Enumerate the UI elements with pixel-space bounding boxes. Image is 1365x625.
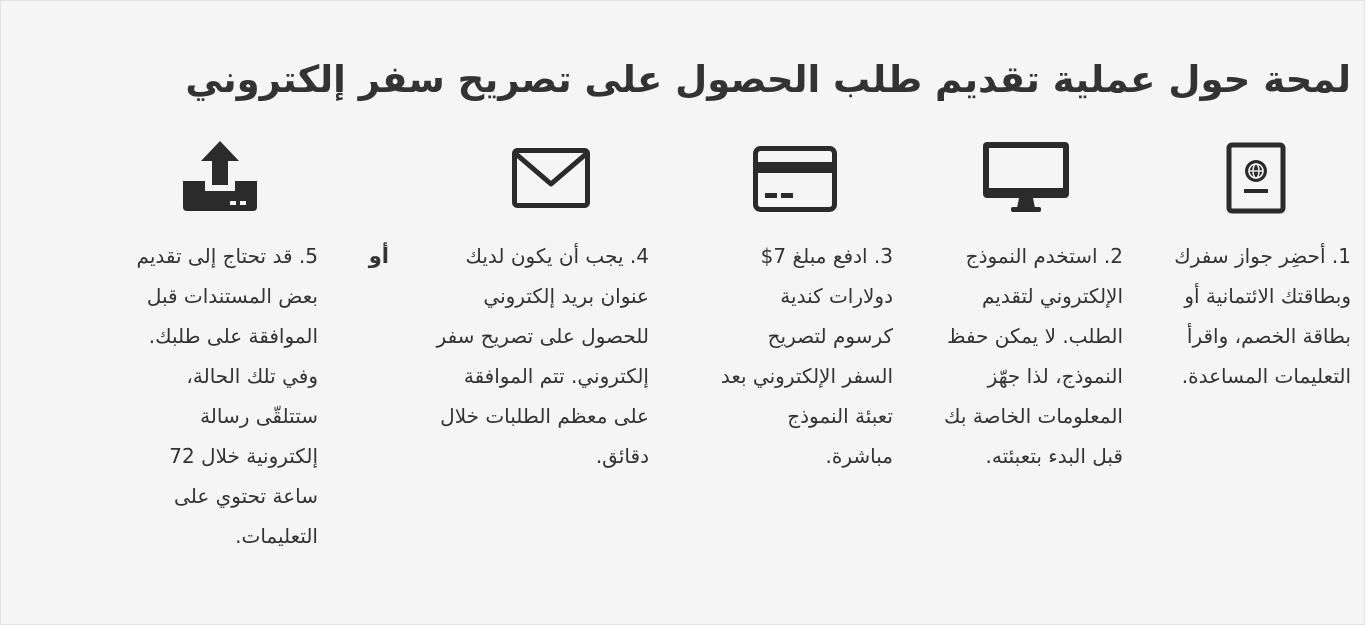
- monitor-icon: [983, 142, 1069, 214]
- step-3: [717, 236, 893, 476]
- page-title: لمحة حول عملية تقديم طلب الحصول على تصريح سفر إلكتروني: [185, 58, 1351, 101]
- step-2: [937, 236, 1123, 476]
- step-1: [1155, 236, 1351, 396]
- step-4-text: 4. يجب أن يكون لديك عنوان بريد إلكتروني للحصول على تصريح سفر إلكتروني. تتم الموافقة على معظم الطلبات خلال دقائق.: [436, 244, 649, 468]
- passport-icon: [1226, 142, 1286, 214]
- envelope-icon: [512, 148, 590, 208]
- step-3-text: 3. ادفع مبلغ 7$ دولارات كندية كرسوم لتصريح السفر الإلكتروني بعد تعبئة النموذج مباشرة.: [720, 244, 893, 468]
- step-1-text: 1. أحضِر جواز سفرك وبطاقتك الائتمانية أو بطاقة الخصم، واقرأ التعليمات المساعدة.: [1174, 244, 1351, 388]
- step-5-text: 5. قد تحتاج إلى تقديم بعض المستندات قبل الموافقة على طلبك. وفي تلك الحالة، ستتلقّى رسالة إلكترونية خلال 72 ساعة تحتوي على التعليمات.: [136, 244, 318, 548]
- step-5: [122, 236, 318, 556]
- step-2-text: 2. استخدم النموذج الإلكتروني لتقديم الطلب. لا يمكن حفظ النموذج، لذا جهّز المعلومات الخاصة بك قبل البدء بتعبئته.: [944, 244, 1123, 468]
- step-4: [429, 236, 649, 476]
- or-separator: أو: [368, 244, 389, 268]
- upload-icon: [183, 141, 257, 211]
- credit-card-icon: [753, 146, 837, 212]
